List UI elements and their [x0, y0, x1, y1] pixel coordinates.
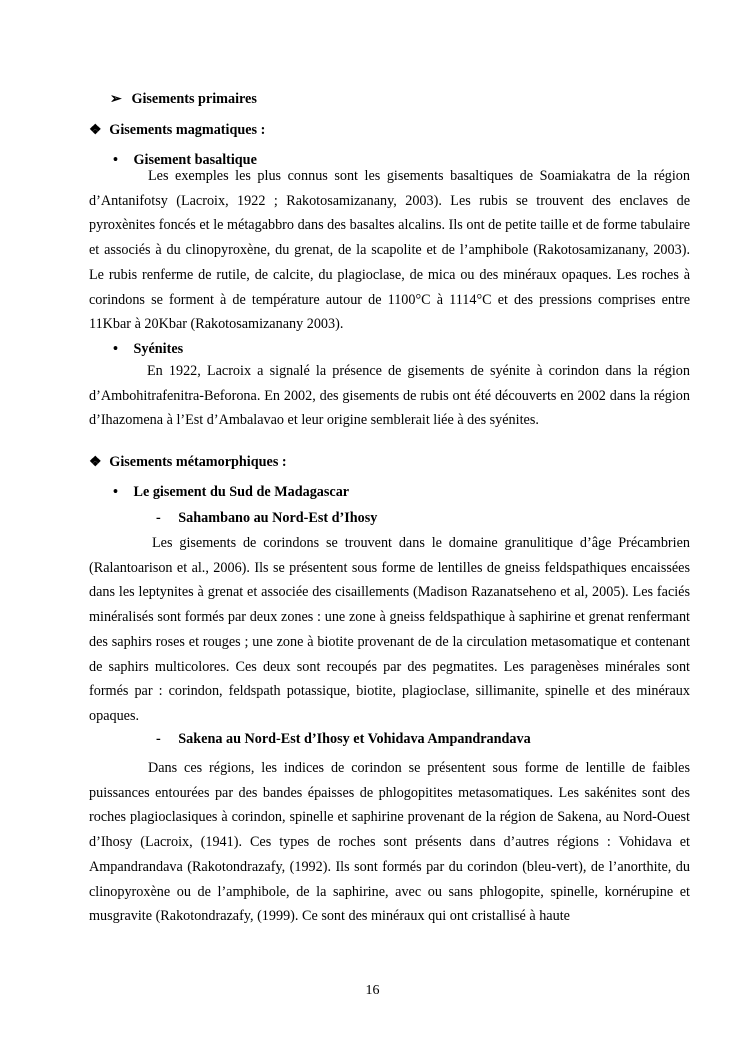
arrow-bullet-icon: ➢: [110, 91, 122, 107]
diamond-bullet-icon: ❖: [89, 122, 102, 138]
subsection-title: Sakena au Nord-Est d’Ihosy et Vohidava Ampandrandava: [178, 731, 531, 747]
diamond-bullet-icon: ❖: [89, 454, 102, 470]
paragraph-sahambano: Les gisements de corindons se trouvent dans le domaine granulitique d’âge Précambrien (Ralantoarison et al., 2006). Ils se présentent sous forme de lentilles de gneiss feldspathiques encaissées dans les leptynites à grenat et associée des cisaillements (Madison Razanatseheno et al, 2005). Les faciés minéralisés sont formés par deux zones : une zone à gneiss feldspathique à saphirine et grenat renfermant des saphirs roses et rouges ; une zone à biotite provenant de de la circulation metasomatique et contenant de saphirs multicolores. Ces deux sont recoupés par des pegmatites. Les paragenèses minérales sont formés par : corindon, feldspath potassique, biotite, plagioclase, sillimanite, spinelle et des minéraux opaques.: [89, 535, 690, 724]
heading-text: Gisements métamorphiques :: [109, 454, 287, 470]
page-number: 16: [365, 983, 380, 998]
subheading-text: Syénites: [133, 341, 184, 357]
dash-bullet-icon: -: [156, 510, 161, 526]
heading-text: Gisements magmatiques :: [109, 122, 266, 138]
heading-gisements-metamorphiques: [89, 454, 287, 471]
round-bullet-icon: •: [113, 484, 118, 500]
heading-gisements-primaires: [110, 91, 257, 108]
subheading-syenites: [113, 341, 183, 358]
paragraph-sakena: Dans ces régions, les indices de corindon se présentent sous forme de lentille de faibles puissances entourées par des bandes épaisses de phlogopitites metasomatiques. Les sakénites sont des roches plagioclasiques à corindon, spinelle et saphirine provenant de la région de Sakena, au Nord-Ouest d’Ihosy (Lacroix, (1941). Ces types de roches sont présents dans d’autres régions : Vohidava et Ampandrandava (Rakotondrazafy, (1992). Ils sont formés par du corindon (bleu-vert), de l’anorthite, du clinopyroxène ou de l’amphibole, de la saphirine, avec ou sans phlogopite, spinelle, kornérupine et musgravite (Rakotondrazafy, (1999). Ce sont des minéraux qui ont cristallisé à haute: [89, 760, 690, 925]
subsection-sahambano: [156, 510, 377, 527]
heading-gisements-magmatiques: [89, 122, 265, 139]
subsection-title: Sahambano au Nord-Est d’Ihosy: [178, 510, 378, 526]
dash-bullet-icon: -: [156, 731, 161, 747]
subsection-sakena: [156, 731, 531, 748]
heading-text: Gisements primaires: [131, 91, 257, 107]
round-bullet-icon: •: [113, 152, 118, 168]
round-bullet-icon: •: [113, 341, 118, 357]
subheading-text: Le gisement du Sud de Madagascar: [133, 484, 350, 500]
subheading-text: Gisement basaltique: [133, 152, 257, 168]
paragraph-syenites: En 1922, Lacroix a signalé la présence de gisements de syénite à corindon dans la région d’Ambohitrafenitra-Beforona. En 2002, des gisements de rubis ont été découverts en 2002 dans la région d’Ihazomena à l’Est d’Ambalavao et leur origine semblerait liée à des syénites.: [89, 363, 690, 429]
paragraph-basaltique: Les exemples les plus connus sont les gisements basaltiques de Soamiakatra de la région d’Antanifotsy (Lacroix, 1922 ; Rakotosamizanany, 2003). Les rubis se trouvent des enclaves de pyroxènites foncés et le métagabbro dans des basaltes alcalins. Ils ont de petite taille et de forme tabulaire et associés à du clinopyroxène, du grenat, de la scapolite et de l’amphibole (Rakotosamizanany, 2003). Le rubis renferme de rutile, de calcite, du plagioclase, de mica ou des minéraux opaques. Les roches à corindons se forment à de température autour de 1100°C à 1114°C et des pressions comprises entre 11Kbar à 20Kbar (Rakotosamizanany 2003).: [89, 168, 690, 333]
subheading-gisement-sud-madagascar: [113, 484, 349, 501]
